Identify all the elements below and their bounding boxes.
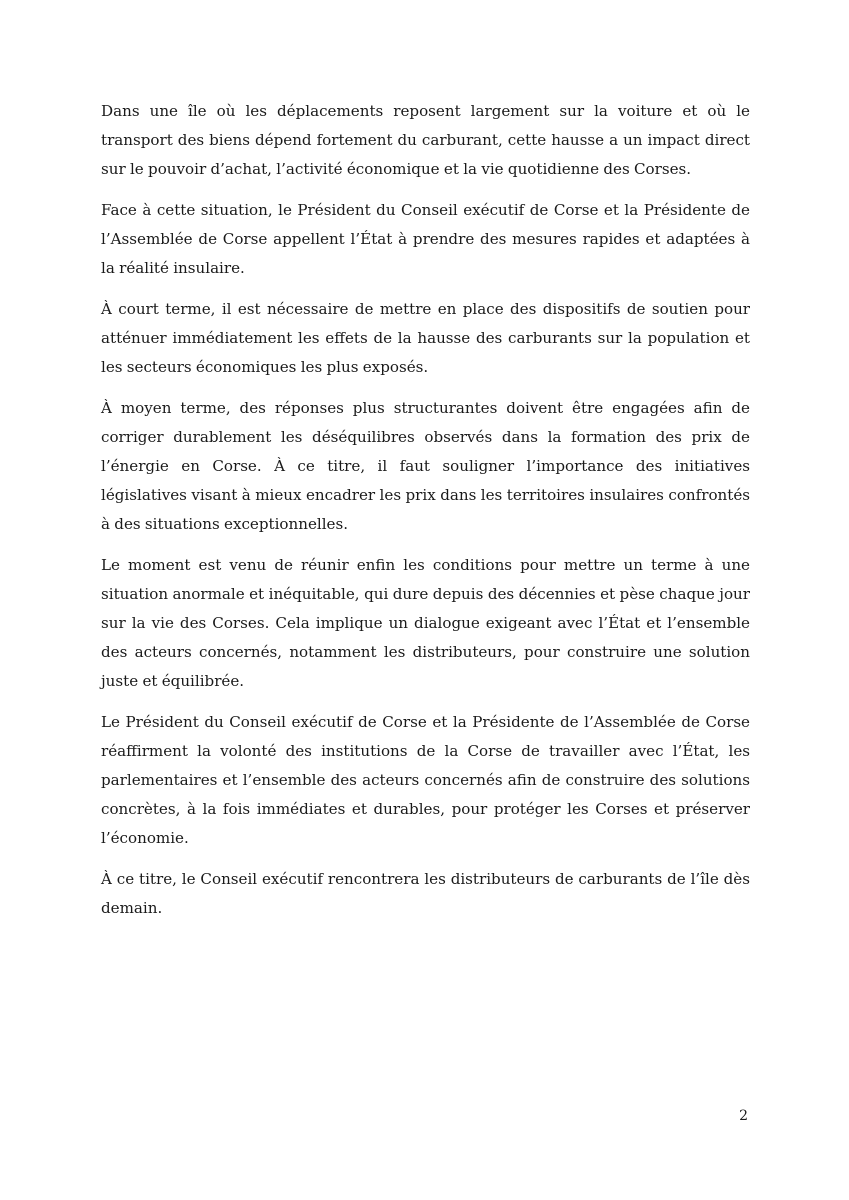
paragraph-2: Face à cette situation, le Président du Conseil exécutif de Corse et la Présidente de l’Assemblée de Corse appellent l’État à prendre des mesures rapides et adaptées à la réalité insulaire. bbox=[101, 201, 750, 277]
document-body bbox=[101, 97, 750, 935]
paragraph-5: Le moment est venu de réunir enfin les conditions pour mettre un terme à une situation anormale et inéquitable, qui dure depuis des décennies et pèse chaque jour sur la vie des Corses. Cela implique un dialogue exigeant avec l’État et l’ensemble des acteurs concernés, notamment les distributeurs, pour construire une solution juste et équilibrée. bbox=[101, 556, 750, 690]
paragraph-6: Le Président du Conseil exécutif de Corse et la Présidente de l’Assemblée de Corse réaffirment la volonté des institutions de la Corse de travailler avec l’État, les parlementaires et l’ensemble des acteurs concernés afin de construire des solutions concrètes, à la fois immédiates et durables, pour protéger les Corses et préserver l’économie. bbox=[101, 713, 750, 847]
paragraph-1: Dans une île où les déplacements reposent largement sur la voiture et où le transport des biens dépend fortement du carburant, cette hausse a un impact direct sur le pouvoir d’achat, l’activité économique et la vie quotidienne des Corses. bbox=[101, 102, 750, 178]
paragraph-3: À court terme, il est nécessaire de mettre en place des dispositifs de soutien pour atténuer immédiatement les effets de la hausse des carburants sur la population et les secteurs économiques les plus exposés. bbox=[101, 300, 750, 376]
page-number: 2 bbox=[739, 1108, 748, 1124]
paragraph-4: À moyen terme, des réponses plus structurantes doivent être engagées afin de corriger durablement les déséquilibres observés dans la formation des prix de l’énergie en Corse. À ce titre, il faut souligner l’importance des initiatives législatives visant à mieux encadrer les prix dans les territoires insulaires confrontés à des situations exceptionnelles. bbox=[101, 399, 750, 533]
paragraph-7: À ce titre, le Conseil exécutif rencontrera les distributeurs de carburants de l’île dès demain. bbox=[101, 870, 750, 917]
